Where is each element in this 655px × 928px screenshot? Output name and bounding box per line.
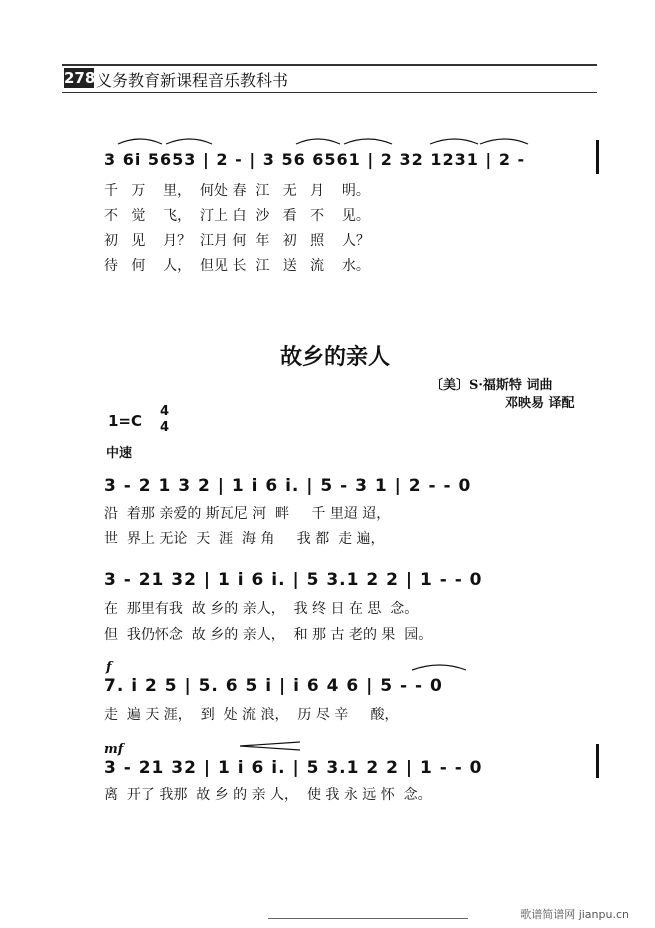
footer-rule bbox=[268, 918, 468, 919]
page-number: 278 bbox=[64, 69, 96, 87]
song1-lyric-2: 不 觉 飞， 汀上 白 沙 看 不 见。 bbox=[104, 208, 370, 224]
composer-credit: 〔美〕S·福斯特 词曲 bbox=[430, 378, 553, 393]
time-signature-top: 4 bbox=[160, 404, 170, 419]
slur bbox=[166, 139, 212, 144]
row1-lyric-2: 世 界上 无论 天 涯 海 角 我 都 走 遍， bbox=[104, 531, 385, 547]
time-signature-bottom: 4 bbox=[160, 420, 170, 435]
song1-notes: 3 6i 5653 | 2 - | 3 56 6561 | 2 32 1231 | 2 - bbox=[104, 150, 526, 169]
row4-lyric-1: 离 开了 我那 故 乡 的 亲 人， 使 我 永 远 怀 念。 bbox=[104, 787, 432, 803]
song1-lyric-3: 初 见 月？ 江月 何 年 初 照 人？ bbox=[104, 233, 370, 249]
row3-notes: 7. i 2 5 | 5. 6 5 i | i 6 4 6 | 5 - - 0 bbox=[104, 676, 443, 696]
row1-notes: 3 - 2 1 3 2 | 1 i 6 i. | 5 - 3 1 | 2 - - 0 bbox=[104, 476, 472, 496]
translator-credit: 邓映易 译配 bbox=[505, 396, 575, 411]
row4-dynamic: mf bbox=[104, 742, 124, 757]
slur bbox=[430, 139, 478, 144]
row3-dynamic: f bbox=[106, 660, 112, 675]
row2-notes: 3 - 21 32 | 1 i 6 i. | 5 3.1 2 2 | 1 - - 0 bbox=[104, 570, 483, 590]
tempo-marking: 中速 bbox=[106, 446, 133, 461]
row2-lyric-2: 但 我仍怀念 故 乡的 亲人， 和 那 古 老的 果 园。 bbox=[104, 627, 433, 643]
book-title: 义务教育新课程音乐教科书 bbox=[96, 71, 289, 90]
row2-lyric-1: 在 那里有我 故 乡的 亲人， 我 终 日 在 思 念。 bbox=[104, 601, 419, 617]
key-signature: 1=C bbox=[108, 412, 143, 430]
song1-lyric-4: 待 何 人， 但见 长 江 送 流 水。 bbox=[104, 258, 370, 274]
song1-lyric-1: 千 万 里， 何处 春 江 无 月 明。 bbox=[104, 183, 370, 199]
row3-lyric-1: 走 遍 天 涯， 到 处 流 浪， 历 尽 辛 酸， bbox=[104, 707, 399, 723]
slur bbox=[412, 665, 466, 670]
slur bbox=[118, 139, 162, 144]
crescendo-hairpin bbox=[240, 742, 300, 750]
song-title: 故乡的亲人 bbox=[280, 344, 391, 370]
slur bbox=[480, 139, 528, 144]
row1-lyric-1: 沿 着那 亲爱的 斯瓦尼 河 畔 千 里迢 迢， bbox=[104, 506, 391, 522]
row4-notes: 3 - 21 32 | 1 i 6 i. | 5 3.1 2 2 | 1 - - 0 bbox=[104, 758, 483, 778]
slur bbox=[344, 139, 392, 144]
slur bbox=[296, 139, 340, 144]
watermark: 歌谱简谱网 jianpu.cn bbox=[520, 908, 629, 921]
